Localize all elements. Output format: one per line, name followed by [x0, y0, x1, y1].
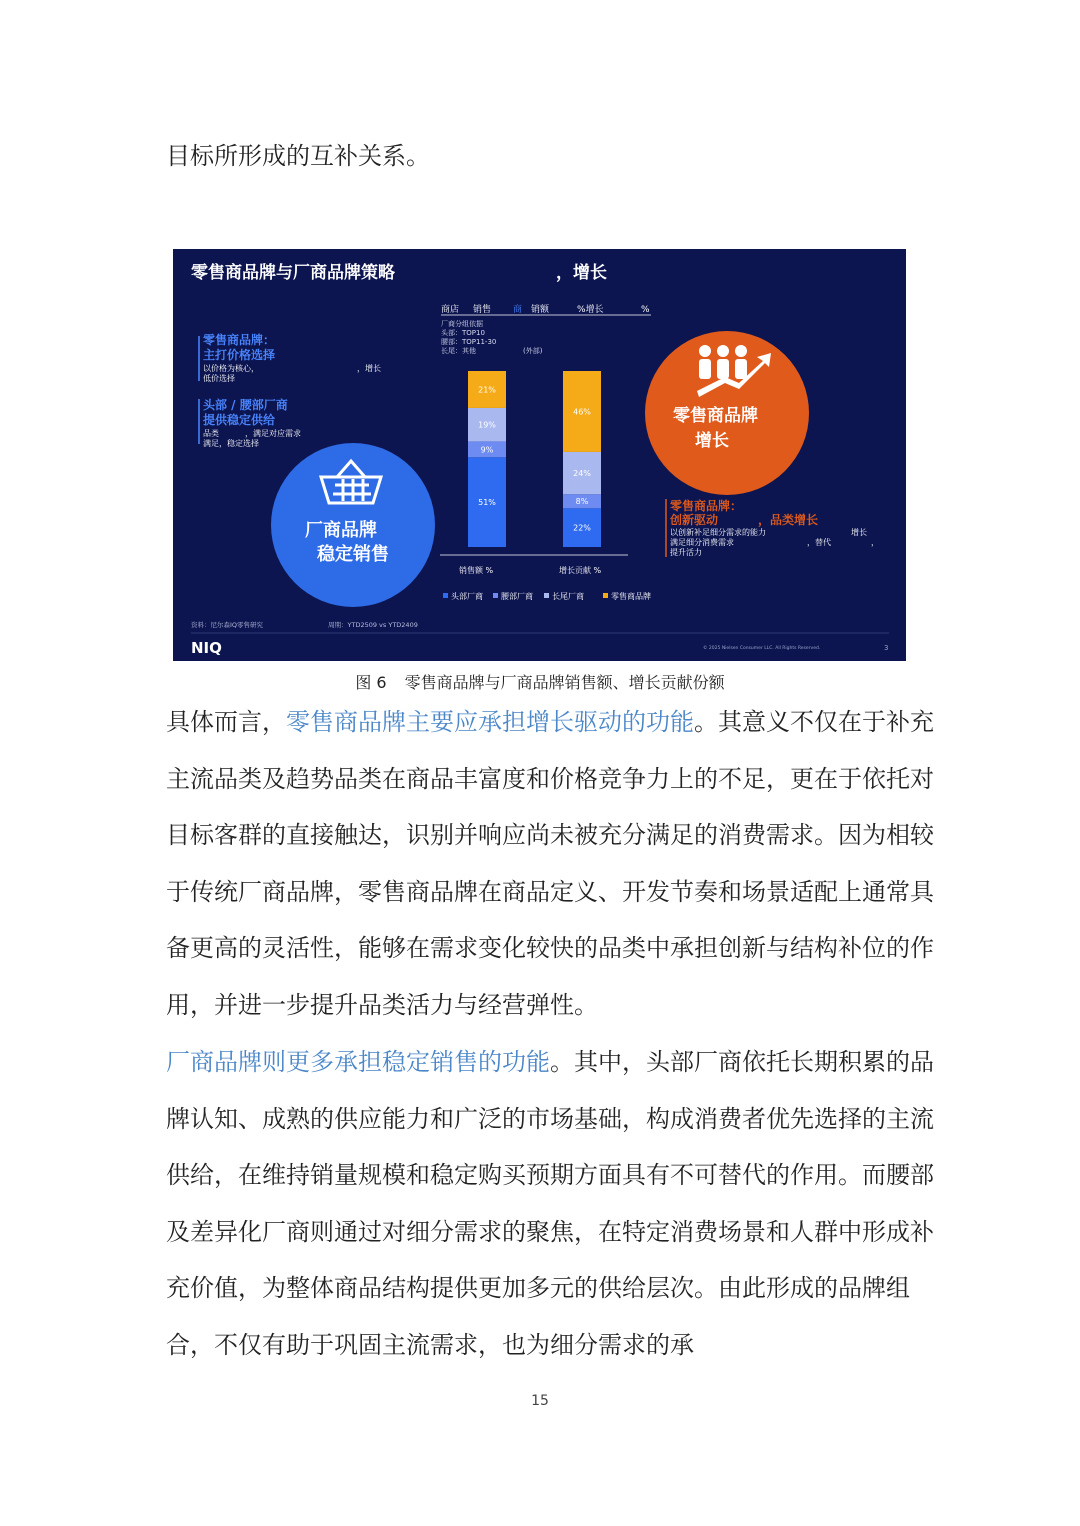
niq-logo: NIQ	[191, 639, 222, 657]
legend-header-3: 商	[513, 305, 523, 315]
footer-source: 资料：尼尔森IQ零售研究	[191, 621, 264, 629]
legend-note-2: 头部：TOP10	[441, 329, 485, 337]
intro-line: 目标所形成的互补关系。	[166, 142, 430, 170]
legend-header-5: %增长	[577, 305, 604, 315]
paragraph-1	[166, 694, 936, 1033]
bar-label-long-1: 19%	[478, 420, 496, 430]
right-block-tail: ，品类增长	[758, 513, 819, 527]
legend-swatch-long	[544, 593, 549, 598]
left-block2-text2: ，满足对应需求	[245, 429, 301, 438]
left-block2-text: 品类	[203, 429, 219, 438]
para1-lead: 具体而言，	[166, 708, 286, 736]
bar-label-mid-2: 8%	[575, 497, 589, 507]
figure-slide	[173, 249, 906, 661]
figure-svg	[173, 249, 906, 661]
legend-note-3: 腰部：TOP11-30	[441, 338, 497, 346]
bar-label-lead-1: 51%	[478, 498, 496, 508]
legend-note-5: (外部)	[523, 347, 543, 355]
legend-header-1: 商店	[441, 305, 460, 315]
left-block1-text2: 低价选择	[203, 374, 235, 383]
legend-note-1: 厂商分组依据	[441, 320, 483, 328]
bar-label-retail-1: 21%	[478, 385, 496, 395]
right-block-extra-3: ，	[871, 538, 879, 547]
para1-highlight: 零售商品牌主要应承担增长驱动的功能	[286, 708, 694, 736]
left-block1-tail: ，增长	[357, 364, 381, 373]
right-block-extra-1: 增长	[851, 528, 867, 537]
caption-text: 零售商品牌与厂商品牌销售额、增长贡献份额	[404, 673, 725, 692]
para2-rest: 。其中，头部厂商依托长期积累的品牌认知、成熟的供应能力和广泛的市场基础，构成消费者优先选择的主流供给，在维持销量规模和稳定购买预期方面具有不可替代的作用。而腰部及差异化厂商则通过对细分需求的聚焦，在特定消费场景和人群中形成补充价值，为整体商品结构提供更加多元的供给层次。由此形成的品牌组合，不仅有助于巩固主流需求，也为细分需求的承	[166, 1048, 934, 1359]
left-block2-sub: 提供稳定供给	[203, 413, 276, 427]
legend-swatch-lead	[443, 593, 448, 598]
bar-label-long-2: 24%	[573, 469, 591, 479]
legend-label-mid: 腰部厂商	[501, 592, 533, 601]
slide-title: 零售商品牌与厂商品牌策略	[191, 263, 395, 283]
left-circle-text-2: 稳定销售	[317, 544, 389, 565]
left-block2-title: 头部 / 腰部厂商	[203, 398, 288, 412]
left-block1-title: 零售商品牌：	[203, 333, 276, 347]
right-block-line-1: 以创新补足细分需求的能力	[670, 528, 766, 537]
para1-rest: 。其意义不仅在于补充主流品类及趋势品类在商品丰富度和价格竞争力上的不足，更在于依托对目标客群的直接触达，识别并响应尚未被充分满足的消费需求。因为相较于传统厂商品牌，零售商品牌在商品定义、开发节奏和场景适配上通常具备更高的灵活性，能够在需求变化较快的品类中承担创新与结构补位的作用，并进一步提升品类活力与经营弹性。	[166, 708, 934, 1019]
right-block-title: 零售商品牌：	[670, 499, 743, 513]
legend-label-retail: 零售商品牌	[611, 592, 651, 601]
legend-swatch-retail	[603, 593, 608, 598]
page-number: 15	[531, 1393, 549, 1409]
legend-header-2: 销售	[473, 305, 492, 315]
footer-copyright: © 2025 Nielsen Consumer LLC. All Rights Reserved.	[703, 646, 821, 651]
right-block-line-2: 满足细分消费需求	[670, 538, 734, 547]
legend-label-long: 长尾厂商	[552, 592, 584, 601]
figure-caption	[0, 670, 1080, 693]
right-block-extra-2: ，替代	[807, 538, 831, 547]
left-block1-text: 以价格为核心，	[203, 364, 259, 373]
left-block2-text3: 满足，稳定选择	[203, 439, 259, 448]
footer-period: 周期：YTD2509 vs YTD2409	[328, 621, 418, 629]
left-block1-sub: 主打价格选择	[203, 348, 276, 362]
left-circle-text-1: 厂商品牌	[305, 520, 377, 541]
bar-label-retail-2: 46%	[573, 407, 591, 417]
category-label-2: 增长贡献 %	[559, 566, 602, 575]
legend-header-6: %	[641, 305, 650, 315]
right-circle-text-1: 零售商品牌	[673, 406, 758, 426]
slide-number: 3	[884, 644, 889, 652]
caption-number: 图 6	[355, 673, 387, 692]
legend-note-4: 长尾：其他	[441, 347, 476, 355]
para2-highlight: 厂商品牌则更多承担稳定销售的功能	[166, 1048, 550, 1076]
right-block-sub: 创新驱动	[670, 513, 719, 527]
legend-header-4: 销额	[531, 305, 550, 315]
category-label-1: 销售额 %	[459, 566, 494, 575]
paragraph-2	[166, 1034, 936, 1373]
right-block-line-3: 提升活力	[670, 548, 702, 557]
legend-swatch-mid	[493, 593, 498, 598]
right-circle-text-2: 增长	[695, 431, 729, 451]
bar-label-lead-2: 22%	[573, 523, 591, 533]
slide-subtitle: ，增长	[556, 263, 607, 283]
bar-label-mid-1: 9%	[480, 445, 494, 455]
legend-label-lead: 头部厂商	[451, 592, 483, 601]
